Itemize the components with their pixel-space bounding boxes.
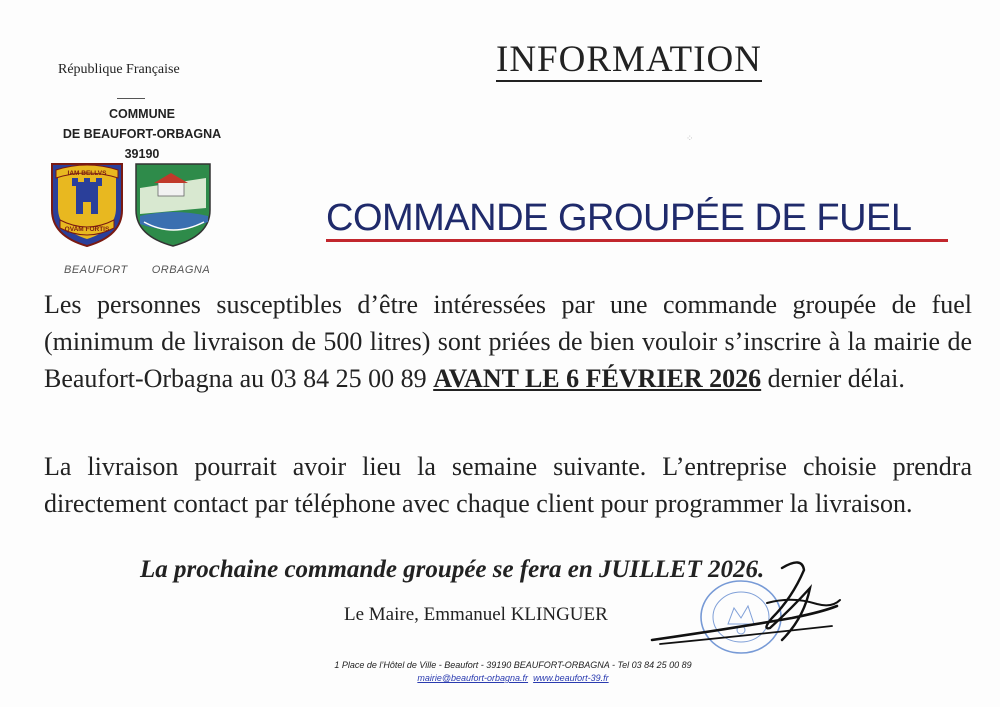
handwritten-signature-icon (632, 548, 862, 658)
next-order-note: La prochaine commande groupée se fera en JUILLET 2026. (140, 556, 765, 583)
arms-caption-orbagna: ORBAGNA (151, 264, 211, 276)
footer-email-link[interactable]: mairie@beaufort-orbagna.fr (417, 673, 529, 683)
footer-links (318, 672, 708, 685)
notice-subtitle: COMMANDE GROUPÉE DE FUEL (326, 197, 912, 239)
mayor-signature-line: Le Maire, Emmanuel KLINGUER (344, 604, 608, 625)
paragraph-registration (44, 286, 972, 397)
subtitle-underline (326, 239, 948, 242)
commune-line-3: 39190 (124, 147, 160, 161)
commune-line-1: COMMUNE (109, 107, 175, 121)
commune-block (48, 104, 236, 164)
republic-divider (117, 98, 145, 99)
paragraph-delivery: La livraison pourrait avoir lieu la semaine suivante. L’entreprise choisie prendra directement contact par téléphone avec chaque client pour programmer la livraison. (44, 452, 972, 518)
deadline-suffix: dernier délai. (761, 364, 905, 393)
footer (318, 659, 708, 685)
arms-caption-beaufort: BEAUFORT (64, 264, 128, 276)
commune-line-2: DE BEAUFORT-ORBAGNA (62, 127, 222, 141)
republic-label: République Française (58, 62, 180, 77)
orbagna-shield-icon (136, 164, 210, 246)
scan-speck: ⁘ (686, 134, 694, 144)
arms-caption (64, 264, 234, 276)
paragraph-registration-text: Les personnes susceptibles d’être intéressées par une commande groupée de fuel (minimum de livraison de 500 litres) sont priées de bien vouloir s’inscrire à la mairie de Beaufort-Orbagna au 03 84 25 00 89 (44, 290, 972, 393)
beaufort-motto-top: IAM BELLVS (67, 170, 107, 177)
footer-address: 1 Place de l’Hôtel de Ville - Beaufort - 39190 BEAUFORT-ORBAGNA - Tel 03 84 25 00 89 (334, 660, 692, 670)
page-title: INFORMATION (496, 39, 762, 80)
footer-website-link[interactable]: www.beaufort-39.fr (533, 673, 609, 683)
coats-of-arms (48, 158, 218, 248)
deadline-text: AVANT LE 6 FÉVRIER 2026 (433, 364, 762, 393)
beaufort-motto-bottom: QVAM FORTIS (64, 226, 110, 233)
